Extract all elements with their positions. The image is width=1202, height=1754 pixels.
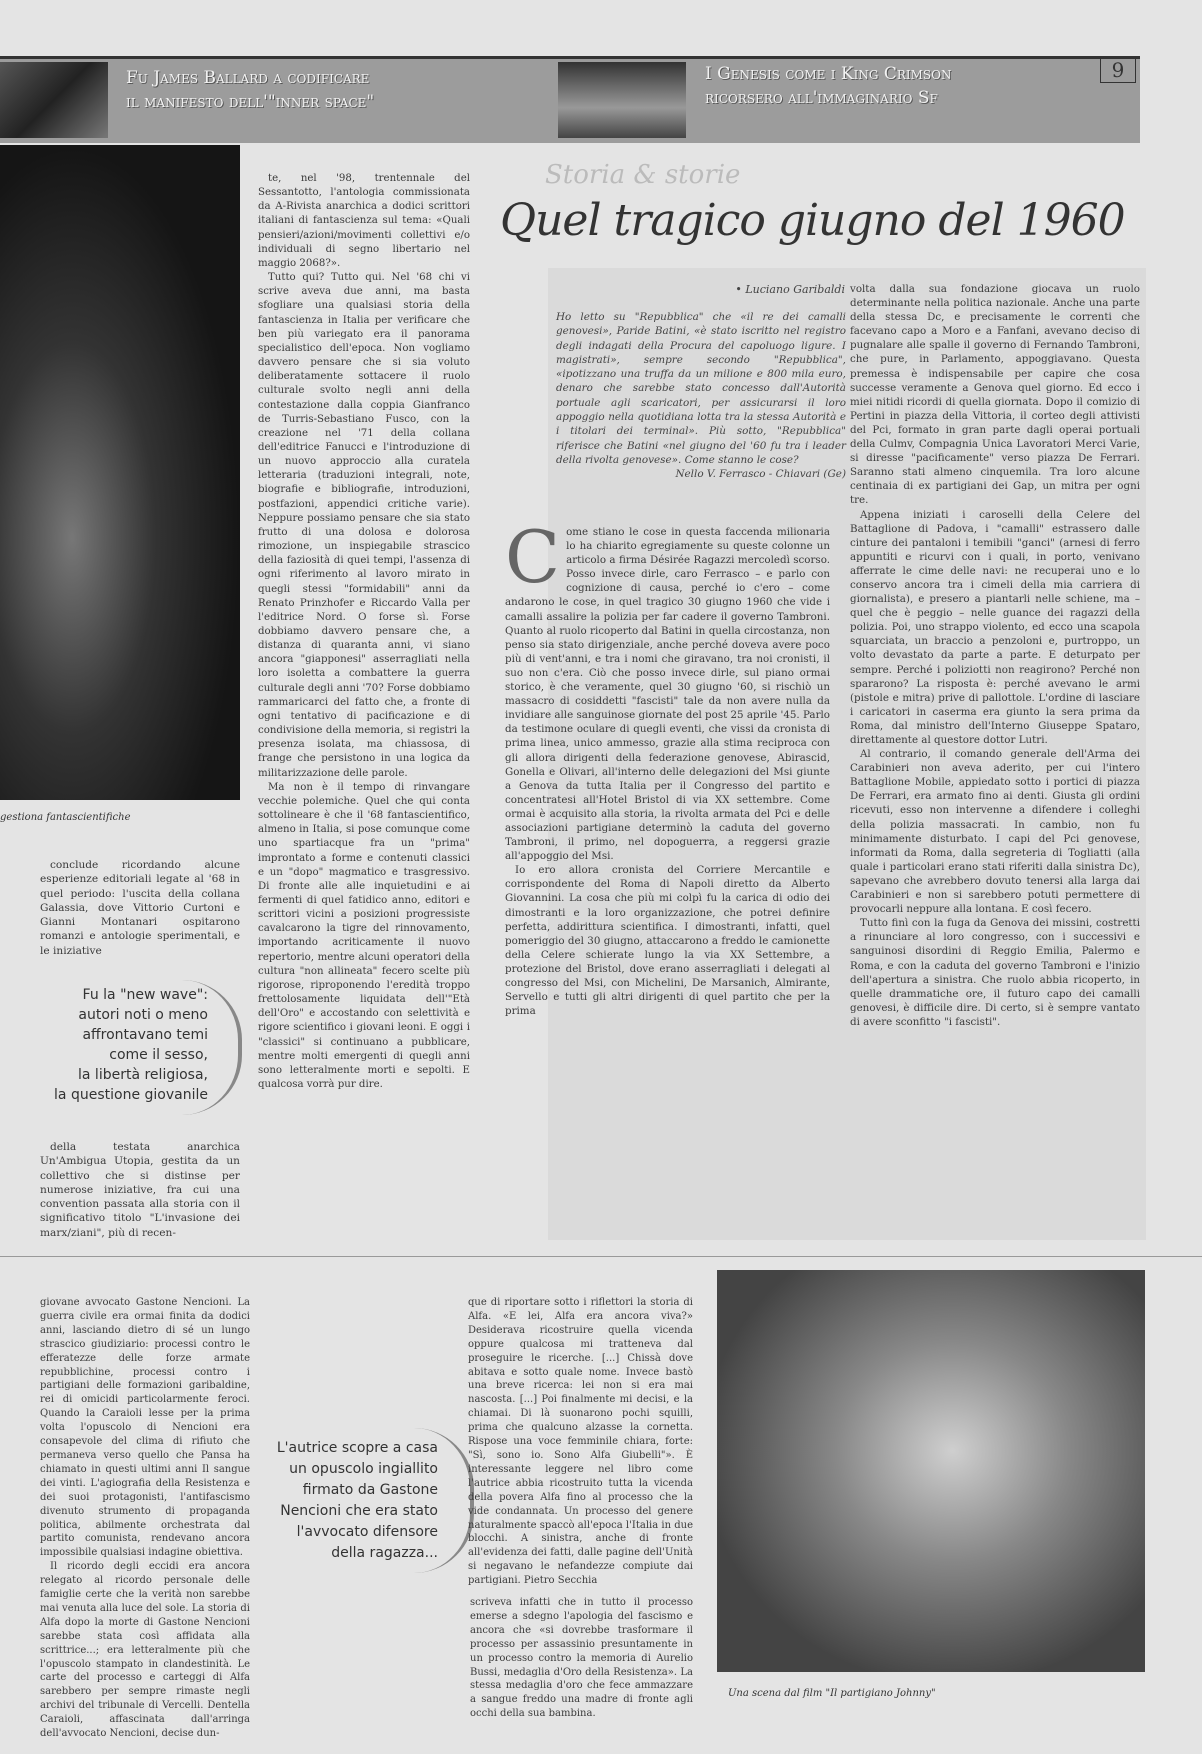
paragraph: Al contrario, il comando generale dell'Arma dei Carabinieri non aveva aderito, per cui l'intero Battaglione Mobile, appiedato sotto i portici di piazza De Ferrari, era armato fino ai denti. Giusta gli ordini ricevuti, esso non intervenne a difendere i colleghi della polizia massacrati. In cambio, non fu minimamente disturbato. I capi del Pci genovese, informati da Roma, dalla segreteria di Togliatti (alla quale i particolari erano stati riferiti dalla sinistra Dc), sapevano che avrebbero dovuto tenersi alla larga dai Carabinieri e non si sarebbero potuti permettere di provocarli neppure alla lontana. E così fecero. [850,748,1140,916]
paragraph: Tutto qui? Tutto qui. Nel '68 chi vi scrive aveva due anni, ma basta sfogliare una qualsiasi storia della fantascienza in Italia per verificare che ben più variegato era il panorama specialistico dell'epoca. Non vogliamo davvero pensare che si sia voluto deliberatamente sottacere il ruolo culturale svolto negli anni della contestazione dalla coppia Gianfranco de Turris-Sebastiano Fusco, con la creazione nel '71 della collana dell'editrice Fanucci e l'introduzione di un nuovo approccio alla curatela letteraria (traduzioni integrali, note, biografie e bibliografie, introduzioni, postfazioni, appendici critiche varie). Neppure possiamo pensare che sia stato frutto di una dolosa e dolorosa rimozione, un inspiegabile strascico della faziosità di quei tempi, l'assenza di ogni riferimento al lavoro mirato in quegli stessi "formidabili" anni da Renato Prinzhofer e Riccardo Valla per l'editrice Nord. O forse sì. Forse dobbiamo davvero pensare che, a distanza di quaranta anni, vi siano ancora "giapponesi" asserragliati nella loro isoletta a combattere la guerra culturale degli anni '70? Forse dobbiamo rammaricarci del fatto che, a fronte di ogni tentativo di pacificazione e di condivisione della memoria, si registri la presenza isolata, ma chiassosa, di frange che persistono in una logica da militarizzazione delle parole. [258,272,470,779]
paragraph: Tutto finì con la fuga da Genova dei missini, costretti a rinunciare al loro congresso, con i successivi e sanguinosi disordini di Reggio Emilia, Palermo e Roma, e con la caduta del governo Tambroni e l'inizio dell'apertura a sinistra. Che ruolo abbia ricoperto, in quelle drammatiche ore, il futuro capo dei camalli genovesi, è difficile dire. Di certo, si è sempre vantato di avere sconfitto "i fascisti". [850,917,1140,1028]
concert-photo [558,62,686,138]
bottom-photo-caption: Una scena dal film "Il partigiano Johnny" [728,1688,936,1699]
left-col2 [258,172,470,1092]
pull-line: la questione giovanile [54,1087,208,1103]
letter-text: Ho letto su "Repubblica" che «il re dei camalli genovesi», Paride Batini, «è stato iscritto nel registro degli indagati della Procura del capoluogo ligure. I magistrati», sempre secondo "Repubblica", «ipotizzano una truffa da un milione e 800 mila euro, denaro che sarebbe stato concesso dall'Autorità portuale agli scaricatori, per assicurarsi il loro appoggio nella quotidiana lotta tra la stessa Autorità e i titolari dei terminal». Più sotto, "Repubblica" riferisce che Batini «nel giugno del '60 fu tra i leader della rivolta genovese». Come stanno le cose? [556,311,846,466]
bottom-col1 [40,1296,250,1741]
paragraph: Il ricordo degli eccidi era ancora relegato al ricordo personale delle famiglie certe che la verità non sarebbe mai venuta alla luce del sole. La storia di Alfa dopo la morte di Gastone Nencioni sarebbe stata così affidata alla scrittrice...; era letteralmente più che l'opuscolo stampato in clandestinità. Le carte del processo e carteggi di Alfa sarebbero per sempre rimaste negli archivi del tribunale di Vercelli. Dentella Caraioli, affascinata dall'arringa dell'avvocato Nencioni, decise dun- [40,1561,250,1740]
paragraph: scriveva infatti che in tutto il processo emerse a sdegno l'apologia del fascismo e ancora che «si dovrebbe trasformare il processo per assassinio presuntamente in un processo contro la memoria di Aurelio Bussi, medaglia d'Oro della Resistenza». La stessa medaglia d'oro che fece ammazzare a sangue freddo una madre di fronte agli occhi della sua bambina. [470,1597,693,1720]
left-headline-line1: Fu James Ballard a codificare [126,68,370,88]
pull-line: L'autrice scopre a casa [276,1440,438,1456]
paragraph: ome stiano le cose in questa faccenda milionaria lo ha chiarito egregiamente su queste colonne un articolo a firma Désirée Ragazzi mercoledì scorso. Posso invece dirle, caro Ferrasco – e parlo con cognizione di causa, perché io c'ero – come andarono le cose, in quel tragico 30 giugno 1960 che vide i camalli assalire la polizia per far cadere il governo Tambroni. Quanto al ruolo ricoperto dal Batini in quella circostanza, non penso sia stato dirigenziale, anche perché doveva avere poco più di vent'anni, e tra i nomi che giravano, tra noi cronisti, il suo non c'era. Ciò che posso invece dirle, sul piano ormai storico, è che veramente, quel 30 giugno '60, si rischiò un massacro di cosiddetti "fascisti" tale da non avere nulla da invidiare alle sanguinose giornate del post 25 aprile '45. Parlo da testimone oculare di quegli eventi, che vissi da cronista di prima linea, unico ammesso, grazie alla stima reciproca con gli allora dirigenti della federazione genovese, Abirascid, Gonella e Olivari, all'interno delle delegazioni del Msi giunte a Genova da tutta Italia per il Congresso del partito e concentratesi all'Hotel Bristol di via XX settembre. Come ormai è acquisito alla storia, la rivolta armata del Pci e delle associazioni partigiane determinò la caduta del governo Tambroni, il primo, nel dopoguerra, a reggersi grazie all'appoggio del Msi. [505,526,830,863]
paragraph: giovane avvocato Gastone Nencioni. La guerra civile era ormai finita da dodici anni, lasciando dietro di sé un lungo strascico giudiziario: processi contro le efferatezze delle forze armate repubblichine, processi contro i partigiani delle formazioni garibaldine, rei di omicidi particolarmente feroci. Quando la Caraioli lesse per la prima volta l'opuscolo di Nencioni era consapevole del clima di rifiuto che permaneva verso quello che Pansa ha chiamato in questi ultimi anni Il sangue dei vinti. L'agiografia della Resistenza e dei suoi protagonisti, l'antifascismo divenuto strumento di propaganda politica, abilmente orchestrata dal partito comunista, rendevano ancora impossibile qualsiasi indagine obiettiva. [40,1297,250,1559]
paragraph: Ma non è il tempo di rinvangare vecchie polemiche. Quel che qui conta sottolineare è che il '68 fantascientifico, almeno in Italia, si pose comunque come uno spartiacque fra un "prima" improntato a forme e contenuti classici e un "dopo" magmatico e trasgressivo. Di fronte alle alle inquietudini e ai fermenti di quel fatidico anno, editori e scrittori vicini a posizioni progressiste cavalcarono la tigre del rinnovamento, importando acriticamente il nuovo repertorio, mentre alcuni operatori della cultura "non allineata" fecero scelte più rigorose, riproponendo l'eredità troppo frettolosamente liquidata dell'"Età dell'Oro" e accostando con selettività e rigore scientifico i giovani leoni. E oggi i "classici" si continuano a pubblicare, mentre molti emergenti di quegli anni sono letteralmente morti e sepolti. E qualcosa vorrà pur dire. [258,781,470,1090]
paragraph: Io ero allora cronista del Corriere Mercantile e corrispondente del Roma di Napoli diretto da Alberto Giovannini. La cosa che più mi colpì fu la carica di odio dei dimostranti e la loro organizzazione, che potrei definire perfetta, addirittura scientifica. I dimostranti, infatti, quel pomeriggio del 30 giugno, attaccarono a freddo le camionette della Celere schierate lungo la via XX Settembre, a protezione del Bristol, dove erano asserragliati i delegati al congresso del Msi, con Michelini, De Marsanich, Almirante, Servello e tutti gli altri dirigenti di quel partito che per la prima [505,864,830,1018]
left-headline-line2: il manifesto dell'"inner space" [126,92,375,112]
left-col1-bottom [40,1140,240,1240]
left-headline [126,66,374,114]
paragraph: conclude ricordando alcune esperienze editoriali legate al '68 in quel periodo: l'uscita della collana Galassia, dove Vittorio Curtoni e Gianni Montanari ospitarono romanzi e antologie sperimentali, e le iniziative [40,859,240,957]
left-photo-caption: gestiona fantascientifiche [0,812,131,823]
paragraph: della testata anarchica Un'Ambigua Utopia, gestita da un collettivo che si distinse per numerose iniziative, fra cui una convention passata alla storia con il significativo titolo "L'invasione dei marx/ziani", più di recen- [40,1141,240,1239]
pull-line: Nencioni che era stato [280,1503,438,1519]
left-col1-top [40,858,240,958]
reader-letter [556,310,846,482]
right-headline-line1: I Genesis come i King Crimson [705,64,952,84]
article-title: Quel tragico giugno del 1960 [500,195,1125,246]
left-pull-quote [40,985,208,1105]
rubric: Storia & storie [545,160,741,190]
pull-line: un opuscolo ingiallito [289,1461,438,1477]
pull-line: la libertà religiosa, [78,1067,208,1083]
pull-line: della ragazza... [331,1545,438,1561]
partisan-film-photo [717,1270,1145,1672]
paragraph: te, nel '98, trentennale del Sessantotto, l'antologia commissionata da A-Rivista anarchica a dodici scrittori italiani di fantascienza sul tema: «Quali pensieri/azioni/movimenti collettivi e/o individuali di segno libertario nel maggio 2068?». [258,173,470,269]
guitarist-photo [0,145,240,800]
bottom-col2 [468,1296,693,1588]
pull-line: autori noti o meno [78,1007,208,1023]
right-headline-line2: ricorsero all'immaginario Sf [705,88,938,108]
pull-line: l'avvocato difensore [296,1524,438,1540]
paragraph: que di riportare sotto i riflettori la storia di Alfa. «E lei, Alfa era ancora viva?» Desiderava ricostruire quella vicenda oppure qualcosa mi tratteneva dal proseguire le ricerche. [...] Chissà dove abitava e sotto quale nome. Invece bastò una breve ricerca: lei non si era mai nascosta. [...] Poi finalmente mi decisi, e la chiamai. Di là suonarono pochi squilli, prima che qualcuno alzasse la cornetta. Rispose una voce femminile chiara, forte: "Sì, sono io. Sono Alfa Giubelli"». È interessante leggere nel libro come l'autrice abbia ricostruito tutta la vicenda della povera Alfa fino al processo che la vide condannata. Un processo del genere naturalmente spaccò all'epoca l'Italia in due blocchi. A sinistra, anche di fronte all'evidenza dei fatti, dalle pagine dell'Unità si negavano le nefandezze compiute dai partigiani. Pietro Secchia [468,1297,693,1587]
article-col-a [505,515,830,1018]
paragraph: Appena iniziati i caroselli della Celere del Battaglione di Padova, i "camalli" estrassero dalle cinture dei pantaloni i temibili "ganci" (arnesi di ferro appuntiti e ricurvi con i quali, in porto, venivano afferrate le cime delle navi: ne recuperai uno e lo conservo ancora tra i cimeli della mia carriera di giornalista), e presero a piantarli nelle schiene, ma – quel che è peggio – nelle guance dei ragazzi della polizia. Poi, uno strappo violento, ed ecco una scapola squarciata, un braccio a penzoloni e, purtroppo, un volto devastato da parte a parte. E deturpato per sempre. Perché i poliziotti non reagirono? Perché non spararono? La risposta è: perché avevano le armi (pistole e mitra) prive di pallottole. L'ordine di lasciare i caricatori in caserma era giunto la sera prima da Roma, dal ministro dell'Interno Giuseppe Spataro, direttamente al questore dottor Lutri. [850,508,1140,746]
paragraph: volta dalla sua fondazione giocava un ruolo determinante nella politica nazionale. Anche una parte della stessa Dc, e precisamente le correnti che facevano capo a Moro e a Fanfani, avevano deciso di pugnalare alle spalle il governo di Fernando Tambroni, che pure, in Parlamento, appoggiavano. Questa premessa è indispensabile per capire che cosa successe veramente a Genova quel giorno. Ed ecco i miei nitidi ricordi di quella giornata. Dopo il comizio di Pertini in piazza della Vittoria, il corteo degli attivisti del Pci, formato in gran parte dagli operai portuali della Culmv, Compagnia Unica Lavoratori Merci Varie, si diresse "pacificamente" verso piazza De Ferrari. Saranno stati almeno cinquemila. Tra loro alcune centinaia di ex partigiani dei Gap, un mitra per ogni tre. [850,283,1140,507]
pull-line: Fu la "new wave": [82,987,208,1003]
pull-line: firmato da Gastone [302,1482,438,1498]
article-col-b [850,282,1140,1029]
right-headline [705,62,951,110]
bottom-pull-quote [250,1438,438,1564]
pull-line: affrontavano temi [82,1027,208,1043]
byline: • Luciano Garibaldi [735,283,845,296]
page-number: 9 [1100,58,1136,83]
bottom-col2-tail [265,1596,693,1721]
section-divider [0,1256,1202,1257]
pull-line: come il sesso, [109,1047,208,1063]
drop-cap: C [505,515,561,599]
ballard-photo [0,62,108,138]
letter-signature: Nello V. Ferrasco - Chiavari (Ge) [675,468,846,481]
